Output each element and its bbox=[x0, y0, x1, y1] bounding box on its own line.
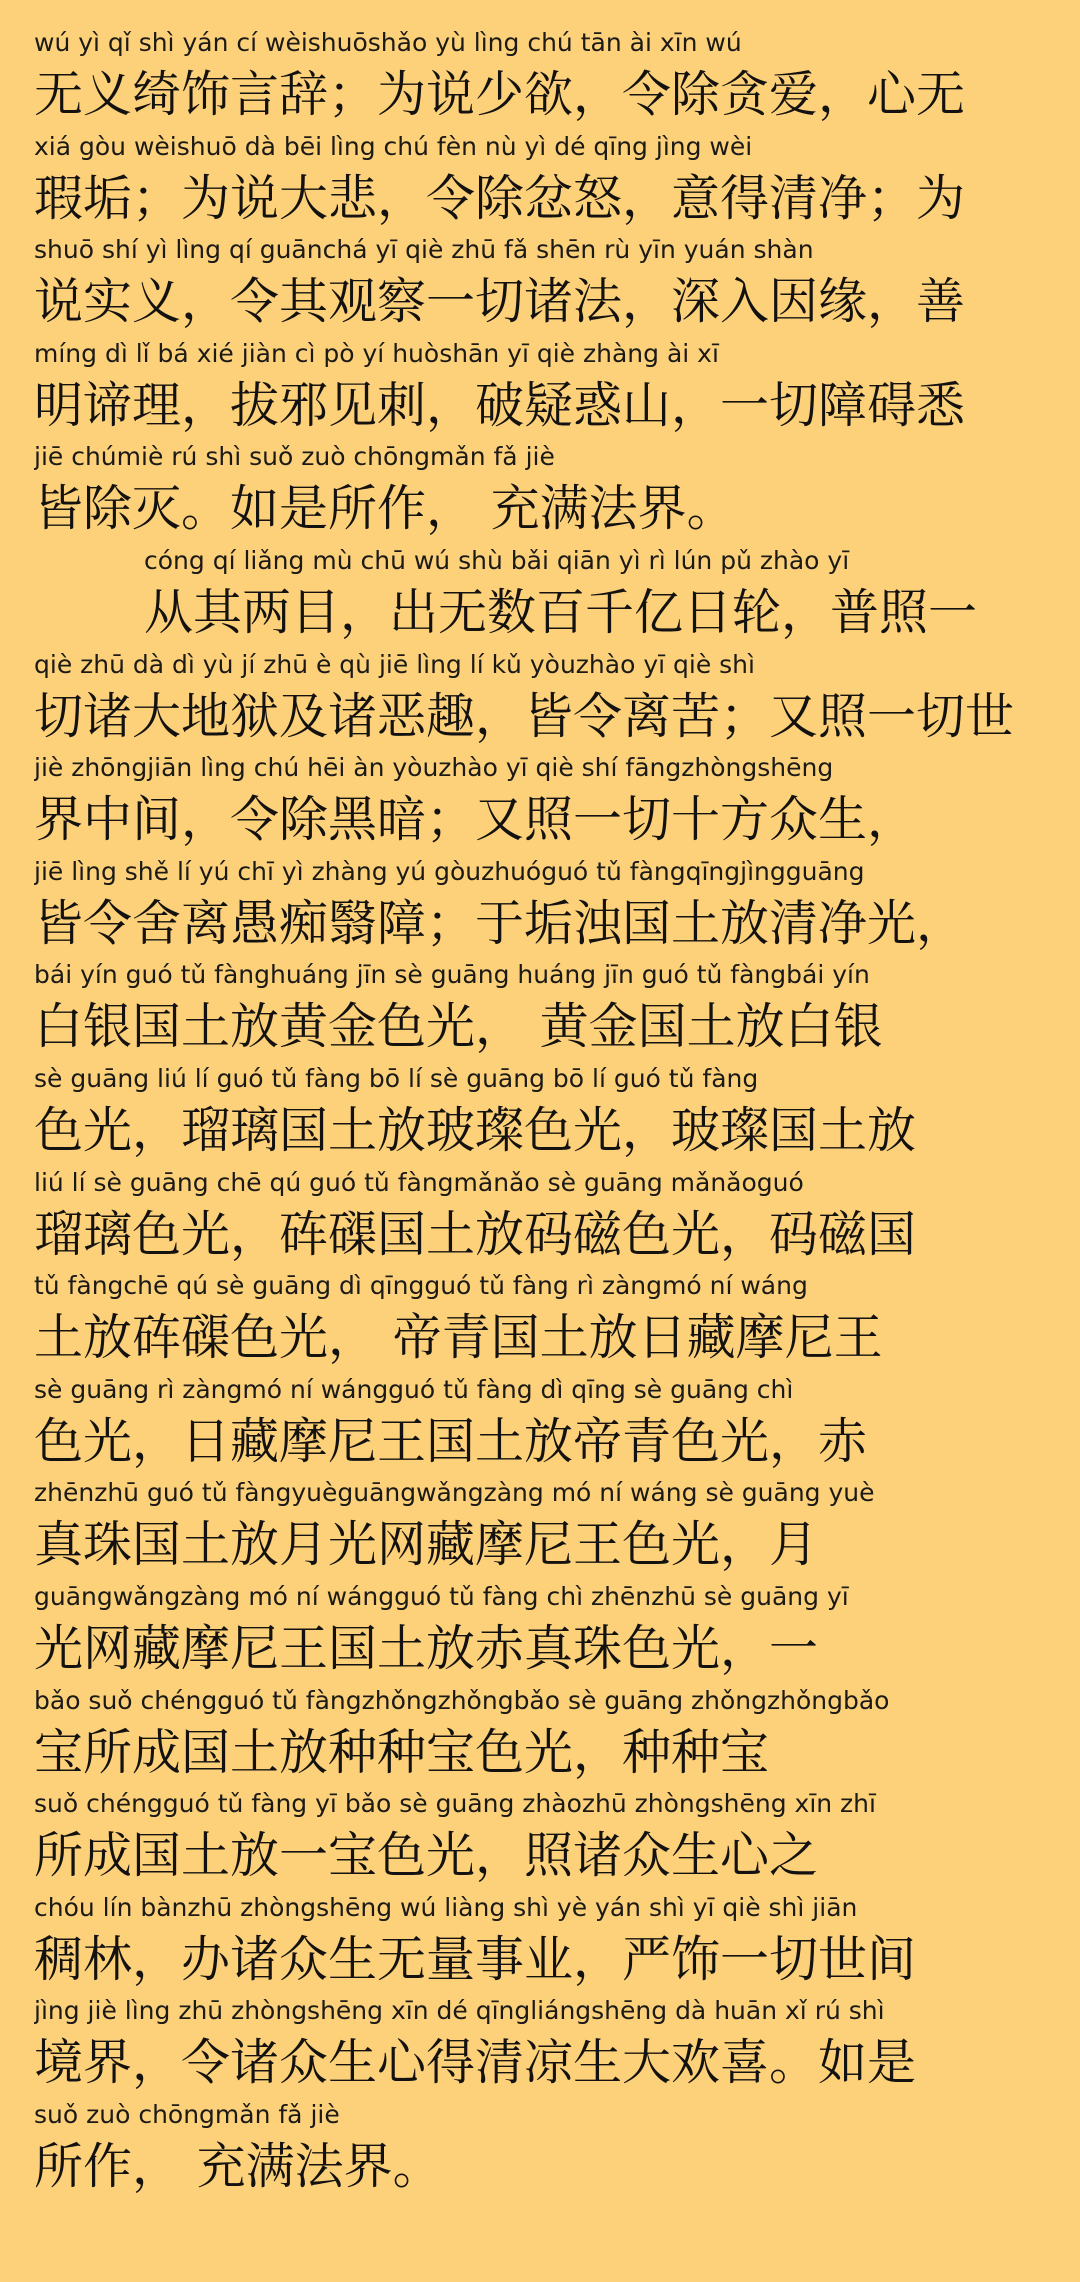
hanzi-text: 皆除灭。如是所作， 充满法界。 bbox=[34, 480, 736, 537]
hanzi-text: 真珠国土放月光网藏摩尼王色光，月 bbox=[34, 1516, 819, 1573]
hanzi-text: 光网藏摩尼王国土放赤真珠色光，一 bbox=[34, 1620, 819, 1677]
hanzi-text: 色光，瑠璃国土放玻璨色光，玻璨国土放 bbox=[34, 1102, 917, 1159]
pinyin-annotation: míng dì lǐ bá xié jiàn cì pò yí huòshān yī qiè zhàng ài xī bbox=[34, 339, 719, 368]
hanzi-text: 稠林，办诸众生无量事业，严饰一切世间 bbox=[34, 1931, 917, 1988]
text-line bbox=[34, 855, 1046, 959]
text-line bbox=[34, 2098, 1046, 2202]
text-line bbox=[34, 440, 1046, 544]
pinyin-annotation: suǒ zuò chōngmǎn fǎ jiè bbox=[34, 2100, 340, 2129]
text-line bbox=[34, 648, 1046, 752]
pinyin-annotation: jiē chúmiè rú shì suǒ zuò chōngmǎn fǎ jiè bbox=[34, 442, 555, 471]
pinyin-annotation: jiē lìng shě lí yú chī yì zhàng yú gòuzhuóguó tǔ fàngqīngjìngguāng bbox=[34, 857, 865, 886]
text-line bbox=[34, 1787, 1046, 1891]
text-line bbox=[34, 1269, 1046, 1373]
hanzi-text: 所成国土放一宝色光，照诸众生心之 bbox=[34, 1827, 819, 1884]
hanzi-text: 切诸大地狱及诸恶趣，皆令离苦；又照一切世 bbox=[34, 688, 1015, 745]
hanzi-text: 境界，令诸众生心得清凉生大欢喜。如是 bbox=[34, 2034, 917, 2091]
pinyin-annotation: shuō shí yì lìng qí guānchá yī qiè zhū fǎ shēn rù yīn yuán shàn bbox=[34, 235, 814, 264]
hanzi-text: 界中间，令除黑暗；又照一切十方众生， bbox=[34, 791, 917, 848]
hanzi-text: 无义绮饰言辞；为说少欲，令除贪爱，心无 bbox=[34, 66, 966, 123]
pinyin-annotation: bǎo suǒ chéngguó tǔ fàngzhǒngzhǒngbǎo sè guāng zhǒngzhǒngbǎo bbox=[34, 1686, 890, 1715]
pinyin-annotation: zhēnzhū guó tǔ fàngyuèguāngwǎngzàng mó ní wáng sè guāng yuè bbox=[34, 1478, 875, 1507]
pinyin-annotation: liú lí sè guāng chē qú guó tǔ fàngmǎnǎo sè guāng mǎnǎoguó bbox=[34, 1168, 804, 1197]
hanzi-text: 皆令舍离愚痴翳障；于垢浊国土放清净光， bbox=[34, 895, 966, 952]
pinyin-annotation: sè guāng rì zàngmó ní wángguó tǔ fàng dì qīng sè guāng chì bbox=[34, 1375, 794, 1404]
pinyin-annotation: xiá gòu wèishuō dà bēi lìng chú fèn nù yì dé qīng jìng wèi bbox=[34, 132, 753, 161]
hanzi-text: 色光，日藏摩尼王国土放帝青色光，赤 bbox=[34, 1413, 868, 1470]
pinyin-annotation: bái yín guó tǔ fànghuáng jīn sè guāng huáng jīn guó tǔ fàngbái yín bbox=[34, 960, 870, 989]
hanzi-text: 所作， 充满法界。 bbox=[34, 2138, 442, 2195]
text-line bbox=[34, 233, 1046, 337]
text-line bbox=[34, 1580, 1046, 1684]
text-line bbox=[34, 130, 1046, 234]
hanzi-text: 明谛理，拔邪见刺，破疑惑山，一切障碍悉 bbox=[34, 377, 966, 434]
hanzi-text: 宝所成国土放种种宝色光，种种宝 bbox=[34, 1724, 770, 1781]
text-line bbox=[34, 1684, 1046, 1788]
pinyin-annotation: cóng qí liǎng mù chū wú shù bǎi qiān yì rì lún pǔ zhào yī bbox=[144, 546, 850, 575]
text-line bbox=[34, 1891, 1046, 1995]
hanzi-text: 说实义，令其观察一切诸法，深入因缘，善 bbox=[34, 273, 966, 330]
pinyin-annotation: jìng jiè lìng zhū zhòngshēng xīn dé qīngliángshēng dà huān xǐ rú shì bbox=[34, 1996, 885, 2025]
pinyin-annotation: jiè zhōngjiān lìng chú hēi àn yòuzhào yī qiè shí fāngzhòngshēng bbox=[34, 753, 834, 782]
pinyin-annotation: sè guāng liú lí guó tǔ fàng bō lí sè guāng bō lí guó tǔ fàng bbox=[34, 1064, 759, 1093]
text-line bbox=[34, 337, 1046, 441]
text-line bbox=[34, 544, 1046, 648]
hanzi-text: 白银国土放黄金色光， 黄金国土放白银 bbox=[34, 998, 883, 1055]
pinyin-annotation: wú yì qǐ shì yán cí wèishuōshǎo yù lìng chú tān ài xīn wú bbox=[34, 28, 742, 57]
text-line bbox=[34, 751, 1046, 855]
pinyin-annotation: guāngwǎngzàng mó ní wángguó tǔ fàng chì zhēnzhū sè guāng yī bbox=[34, 1582, 849, 1611]
pinyin-annotation: chóu lín bànzhū zhòngshēng wú liàng shì yè yán shì yī qiè shì jiān bbox=[34, 1893, 858, 1922]
text-line bbox=[34, 1994, 1046, 2098]
hanzi-text: 土放砗磲色光， 帝青国土放日藏摩尼王 bbox=[34, 1309, 883, 1366]
pinyin-annotation: tǔ fàngchē qú sè guāng dì qīngguó tǔ fàng rì zàngmó ní wáng bbox=[34, 1271, 808, 1300]
text-line bbox=[34, 26, 1046, 130]
hanzi-text: 瑕垢；为说大悲，令除忿怒，意得清净；为 bbox=[34, 170, 966, 227]
hanzi-text: 从其两目，出无数百千亿日轮，普照一 bbox=[144, 584, 978, 641]
text-line bbox=[34, 1476, 1046, 1580]
text-line bbox=[34, 958, 1046, 1062]
text-line bbox=[34, 1373, 1046, 1477]
text-line bbox=[34, 1166, 1046, 1270]
text-line bbox=[34, 1062, 1046, 1166]
pinyin-annotation: suǒ chéngguó tǔ fàng yī bǎo sè guāng zhàozhū zhòngshēng xīn zhī bbox=[34, 1789, 876, 1818]
pinyin-annotation: qiè zhū dà dì yù jí zhū è qù jiē lìng lí kǔ yòuzhào yī qiè shì bbox=[34, 650, 755, 679]
hanzi-text: 瑠璃色光，砗磲国土放码磁色光，码磁国 bbox=[34, 1206, 917, 1263]
